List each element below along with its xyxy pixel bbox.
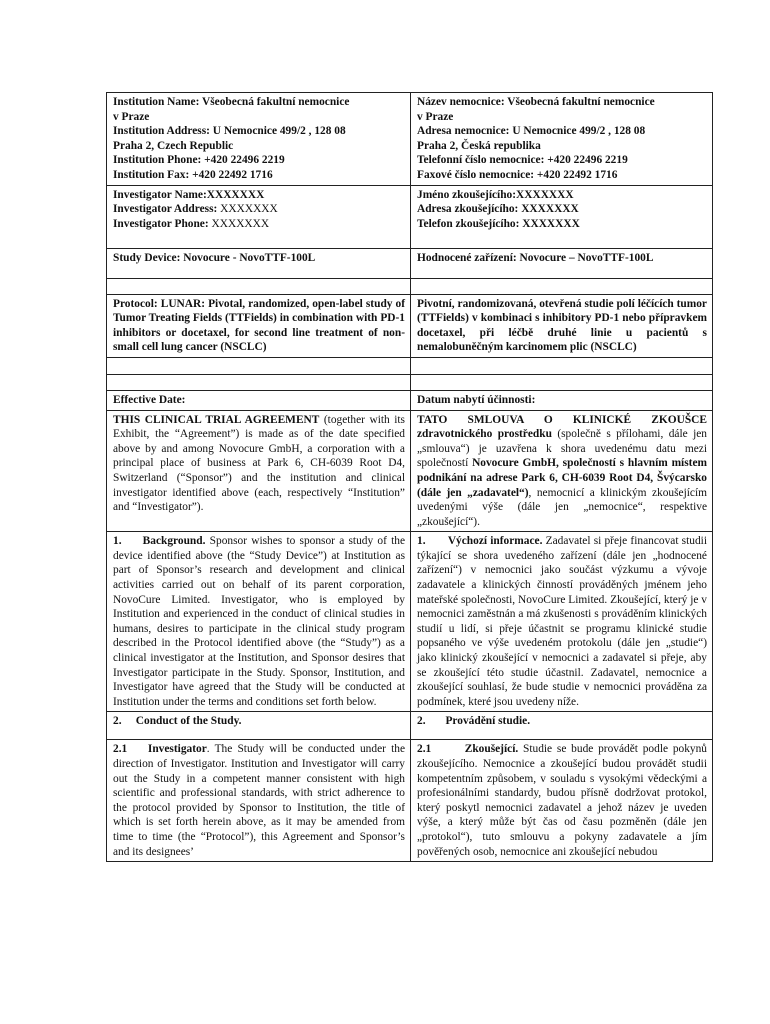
institution-info-cz: Název nemocnice: Všeobecná fakultní nemocnice v Praze Adresa nemocnice: U Nemocnice 499/2 , 128 08 Praha 2, Česká republika Telefonní číslo nemocnice: +420 22496 2219 Faxové číslo nemocnice: +420 22492 1716	[411, 93, 713, 186]
background-cz: 1. Výchozí informace. Zadavatel si přeje financovat studii týkající se shora uvedeného zařízení (dále jen „hodnocené zařízení“) v nemocnici jako součást výzkumu a vývoje zadavatele a klinických činností prováděných jménem jeho mateřské společnosti, NovoCure Limited. Zkoušející, který je v nemocnici zaměstnán a má zkušenosti s prováděním klinických studií u lidí, si přeje účastnit se programu klinické studie popsaného ve výše uvedeném protokolu (dále jen „studie“) jako klinický zkoušející v nemocnici a zadavatel si přeje, aby se zkoušející této studie účastnil. Zadavatel, nemocnice a zkoušející souhlasí, že bude studie v nemocnici prováděna za podmínek, které jsou uvedeny níže.	[411, 532, 713, 712]
background-row	[107, 532, 713, 712]
study-device-cz: Hodnocené zařízení: Novocure – NovoTTF-100L	[411, 248, 713, 278]
conduct-heading-en: 2. Conduct of the Study.	[107, 712, 411, 740]
investigator-section-row	[107, 740, 713, 862]
effective-date-en: Effective Date:	[107, 390, 411, 410]
agreement-intro-cz: TATO SMLOUVA O KLINICKÉ ZKOUŠCE zdravotnického prostředku (společně s přílohami, dále jen „smlouva“) je uzavřena k shora uvedenému datu mezi společností Novocure GmbH, společností s hlavním místem podnikání na adrese Park 6, CH-6039 Root D4, Švýcarsko (dále jen „zadavatel“), nemocnicí a klinickým zkoušejícím uvedenými výše (dále jen „nemocnice“, respektive „zkoušející“).	[411, 410, 713, 532]
institution-info-en: Institution Name: Všeobecná fakultní nemocnice v Praze Institution Address: U Nemocnice 499/2 , 128 08 Praha 2, Czech Republic Institution Phone: +420 22496 2219 Institution Fax: +420 22492 1716	[107, 93, 411, 186]
protocol-cz: Pivotní, randomizovaná, otevřená studie polí léčících tumor (TTFields) v kombinaci s inhibitory PD-1 nebo přípravkem docetaxel, při léčbě druhé linie u pacientů s nemalobuněčným karcinomem plic (NSCLC)	[411, 294, 713, 357]
effective-date-row	[107, 390, 713, 410]
agreement-page	[106, 92, 712, 862]
conduct-row	[107, 712, 713, 740]
bilingual-agreement-table	[106, 92, 713, 862]
institution-row	[107, 93, 713, 186]
protocol-row	[107, 294, 713, 357]
investigator-section-cz: 2.1 Zkoušející. Studie se bude provádět podle pokynů zkoušejícího. Nemocnice a zkoušející budou provádět studii kompetentním způsobem, v souladu s vysokými vědeckými a profesionálními standardy, budou přísně dodržovat protokol, který poskytl nemocnici zadavatel a jehož název je uveden výše, a který může být čas od času pozměněn (dále jen „protokol“), tuto smlouvu a pokyny zadavatele a jím pověřených osob, nemocnice ani zkoušející nebudou	[411, 740, 713, 862]
agreement-intro-en: THIS CLINICAL TRIAL AGREEMENT (together with its Exhibit, the “Agreement”) is made as of the date specified above by and among Novocure GmbH, a corporation with a principal place of business at Park 6, CH-6039 Root D4, Switzerland (“Sponsor”) and the institution and clinical investigator identified above (each, respectively “Institution” and “Investigator”).	[107, 410, 411, 532]
protocol-en: Protocol: LUNAR: Pivotal, randomized, open-label study of Tumor Treating Fields (TTFields) in combination with PD-1 inhibitors or docetaxel, for second line treatment of non-small cell lung cancer (NSCLC)	[107, 294, 411, 357]
investigator-info-cz: Jméno zkoušejícího:XXXXXXX Adresa zkoušejícího: XXXXXXX Telefon zkoušejícího: XXXXXXX	[411, 185, 713, 248]
investigator-section-en: 2.1 Investigator. The Study will be conducted under the direction of Investigator. Institution and Investigator will carry out the Study in a competent manner consistent with high scientific and professional standards, with strict adherence to the protocol provided by Sponsor to Institution, the title of which is set forth herein above, as it may be amended from time to time (the “Protocol”), this Agreement and Sponsor’s and its designees’	[107, 740, 411, 862]
effective-date-cz: Datum nabytí účinnosti:	[411, 390, 713, 410]
investigator-row	[107, 185, 713, 248]
conduct-heading-cz: 2. Provádění studie.	[411, 712, 713, 740]
study-device-en: Study Device: Novocure - NovoTTF-100L	[107, 248, 411, 278]
device-row	[107, 248, 713, 278]
background-en: 1. Background. Sponsor wishes to sponsor a study of the device identified above (the “Study Device”) at Institution as part of Sponsor’s research and development and clinical activities carried out on behalf of its parent corporation, NovoCure Limited. Investigator, who is employed by Institution and experienced in the conduct of clinical studies in humans, desires to participate in the clinical study program described in the Protocol identified above (the “Study”) as a clinical investigator at the Institution, and Sponsor desires that Investigator participate in the Study. Sponsor, Institution, and Investigator have agreed that the Study will be conducted at Institution under the terms and conditions set forth below.	[107, 532, 411, 712]
agreement-intro-row	[107, 410, 713, 532]
investigator-info-en: Investigator Name:XXXXXXX Investigator Address: XXXXXXX Investigator Phone: XXXXXXX	[107, 185, 411, 248]
